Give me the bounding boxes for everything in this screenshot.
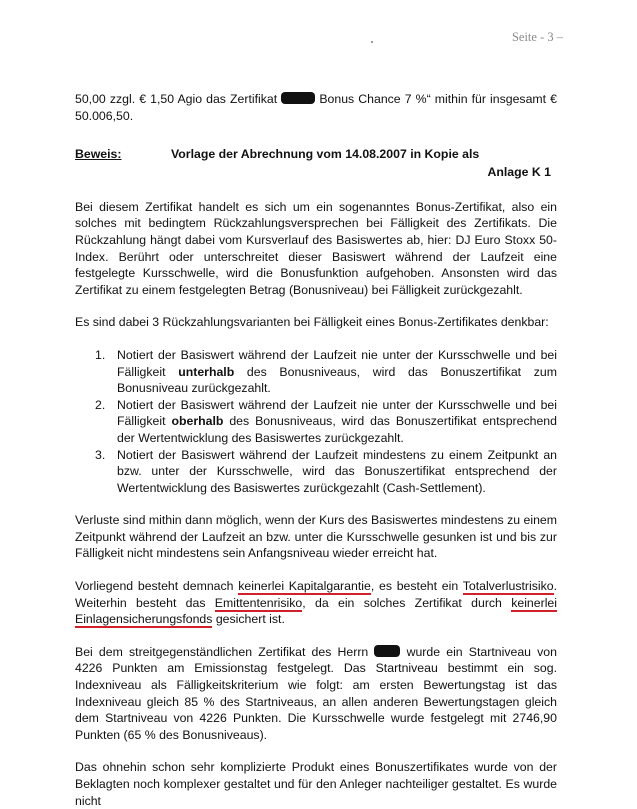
paragraph-bonus-certificate: Bei diesem Zertifikat handelt es sich um ein sogenanntes Bonus-Zertifikat, also ein solches mit bedingtem Rückzahlungsversprechen bei Fälligkeit des Zertifikats. Die Rückzahlung hängt dabei vom Kursverlauf des Basiswertes ab, hier: DJ Euro Stoxx 50-Index. Berührt oder unterschreitet dieser Basiswert während der Laufzeit eine festgelegte Kursschwelle, wird die Bonusfunktion aufgehoben. Ansonsten wird das Zertifikat zu einem festgelegten Betrag (Bonusniveau) bei Fälligkeit zurückgezahlt. xyxy=(75,199,557,297)
highlight-deposit-protection: keinerlei Einlagensicherungsfonds xyxy=(75,595,557,627)
document-body xyxy=(75,91,557,809)
text: Notiert der Basiswert während der Laufzeit mindestens zu einem Zeitpunkt an bzw. unter der Kursschwelle, wird das Bonuszertifikat entsprechend der Wertentwicklung des Basiswertes zurückgezahlt (Cash-Settlement). xyxy=(117,447,557,495)
exhibit-label: Anlage K 1 xyxy=(487,165,551,180)
text: . Weiterhin besteht das xyxy=(75,579,558,610)
text: wurde ein Startniveau von 4226 Punkten am Emissionstag festgelegt. Das Startniveau bestimmt ein sog. Indexniveau als Fälligkeitskriterium wie folgt: am ersten Bewertungstag ist das Indexniveau gleich 85 % des Startniveaus, an allen anderen Bewertungstagen gleich dem Startniveau von 4226 Punkten. Die Kursschwelle wurde festgelegt mit 2746,90 Punkten (65 % des Bonusniveaus). xyxy=(75,644,557,742)
paragraph-risks xyxy=(75,578,557,628)
text: , es besteht ein xyxy=(370,579,463,594)
text: Bonus Chance 7 %“ mithin für insgesamt € 50.006,50. xyxy=(75,92,557,123)
text: Notiert der Basiswert während der Laufzeit nie unter der Kursschwelle und bei Fälligkeit xyxy=(117,397,557,429)
text: , da ein solches Zertifikat durch xyxy=(302,595,512,610)
text: Bei dem streitgegenständlichen Zertifikat des Herrn xyxy=(75,644,375,659)
list-number: 3. xyxy=(95,447,106,462)
paragraph-losses: Verluste sind mithin dann möglich, wenn der Kurs des Basiswertes mindestens zu einem Zeitpunkt während der Laufzeit an bzw. unter die Kursschwelle gesunken ist und bis zur Fälligkeit nicht mindestens sein Anfangsniveau wieder erreicht hat. xyxy=(75,513,557,561)
list-item xyxy=(75,447,557,497)
emphasis: unterhalb xyxy=(178,364,235,379)
variants-list xyxy=(75,347,557,496)
list-number: 1. xyxy=(95,347,106,362)
page-number: Seite - 3 – xyxy=(511,30,563,44)
evidence-label: Beweis: xyxy=(75,147,122,162)
list-item xyxy=(75,397,557,447)
paragraph-variants-intro: Es sind dabei 3 Rückzahlungsvarianten bei Fälligkeit eines Bonus-Zertifikates denkbar: xyxy=(75,315,549,330)
emphasis: oberhalb xyxy=(171,414,224,429)
paragraph-complex-product: Das ohnehin schon sehr komplizierte Produkt eines Bonuszertifikates wurde von der Beklagten noch komplexer gestaltet und für den Anleger nachteiliger gestaltet. Es wurde nicht xyxy=(75,760,557,808)
text: des Bonusniveaus, wird das Bonuszertifikat entsprechend der Wertentwicklung des Basiswertes zurückgezahlt. xyxy=(117,414,557,445)
highlight-capital-guarantee: keinerlei Kapitalgarantie xyxy=(238,579,371,594)
highlight-issuer-risk: Emittentenrisiko xyxy=(214,595,303,610)
text: 50,00 zzgl. € 1,50 Agio das Zertifikat xyxy=(75,92,282,106)
text: Notiert der Basiswert während der Laufzeit nie unter der Kursschwelle und bei Fälligkeit xyxy=(117,347,557,379)
text: Vorliegend besteht demnach xyxy=(75,579,239,594)
paragraph-price xyxy=(75,91,557,124)
list-item xyxy=(75,347,557,397)
highlight-total-loss-risk: Totalverlustrisiko xyxy=(462,579,554,594)
text: gesichert ist. xyxy=(212,612,285,627)
redaction-block xyxy=(374,645,400,657)
text: des Bonusniveaus, wird das Bonuszertifikat zum Bonusniveau zurückgezahlt. xyxy=(117,364,557,396)
evidence-text: Vorlage der Abrechnung vom 14.08.2007 in Kopie als xyxy=(171,147,480,162)
paragraph-start-level xyxy=(75,644,557,744)
redaction-block xyxy=(281,92,315,104)
list-number: 2. xyxy=(95,397,106,412)
evidence-line xyxy=(75,146,557,164)
scan-dot xyxy=(371,41,373,43)
